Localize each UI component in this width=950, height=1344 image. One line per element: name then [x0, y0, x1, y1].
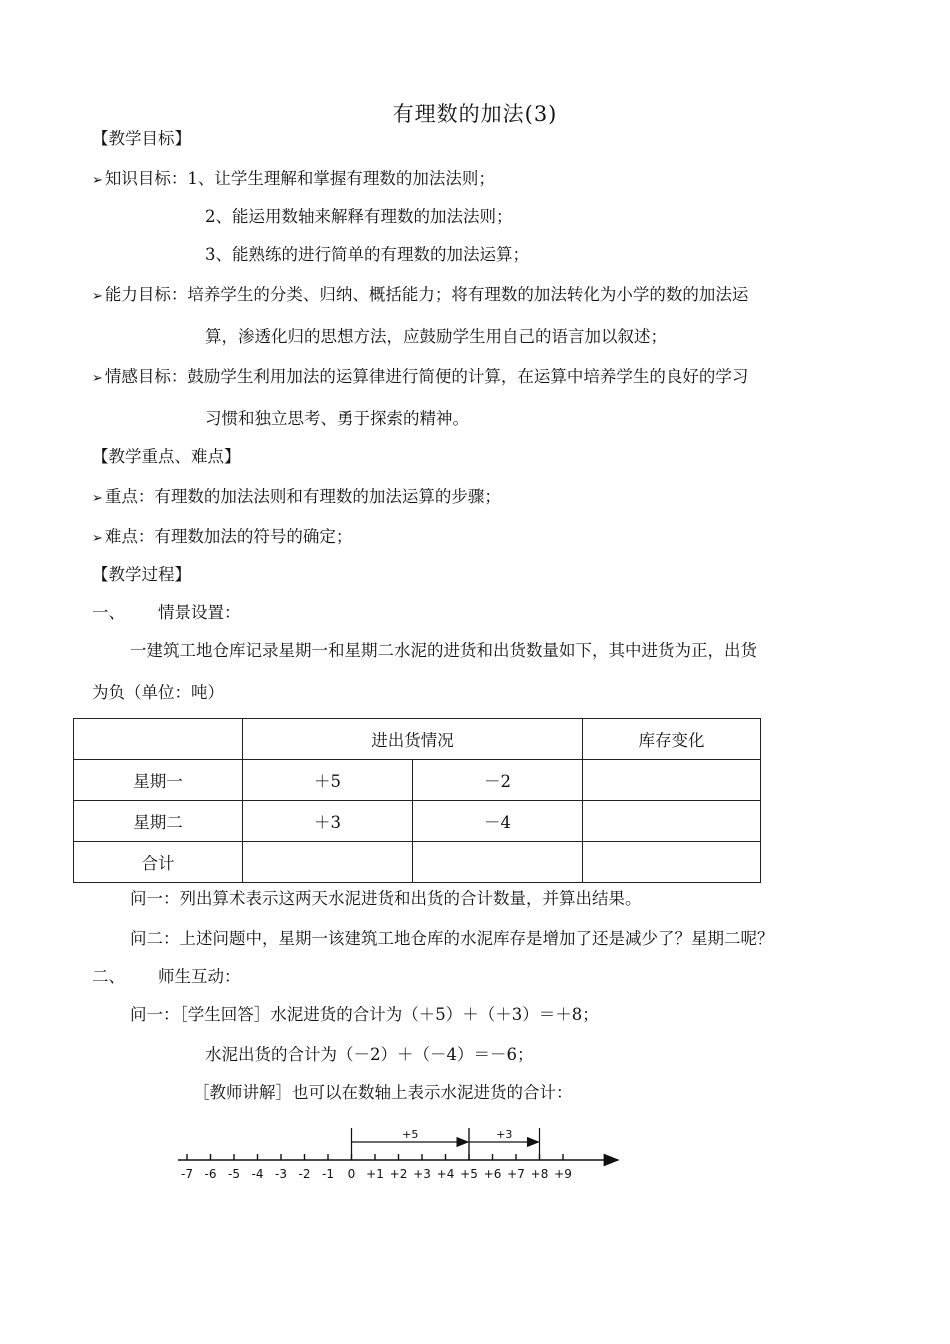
student-answer-2: 水泥出货的合计为（－2）＋（－4）＝－6； — [205, 1045, 534, 1064]
teacher-explanation: ［教师讲解］也可以在数轴上表示水泥进货的合计： — [193, 1083, 573, 1102]
bullet-arrow-icon: ➢ — [92, 531, 103, 546]
knowledge-objective — [92, 168, 495, 192]
bullet-arrow-icon: ➢ — [92, 371, 103, 386]
emotion-objective — [92, 366, 748, 390]
table-cell — [583, 842, 761, 883]
part1-intro-1: 一建筑工地仓库记录星期一和星期二水泥的进货和出货数量如下，其中进货为正，出货 — [130, 641, 757, 660]
table-cell — [413, 842, 583, 883]
table-cell: 星期一 — [74, 760, 243, 801]
table-header-flow: 进出货情况 — [243, 719, 583, 760]
number-line-tick-label: -1 — [322, 1167, 334, 1181]
key-points-header: 【教学重点、难点】 — [92, 447, 241, 466]
question-1: 问一：列出算术表示这两天水泥进货和出货的合计数量，并算出结果。 — [130, 889, 642, 908]
ability-label: 能力目标： — [104, 285, 188, 304]
table-cell — [583, 801, 761, 842]
table-row — [74, 760, 761, 801]
number-line-tick-label: -7 — [181, 1167, 193, 1181]
knowledge-item-1: 1、让学生理解和掌握有理数的加法法则； — [187, 169, 495, 188]
table-cell: 合计 — [74, 842, 243, 883]
focus-point: ➢ 重点：有理数的加法法则和有理数的加法运算的步骤； — [92, 487, 501, 506]
number-line-tick-label: +3 — [413, 1167, 431, 1181]
table-cell: 星期二 — [74, 801, 243, 842]
number-line-tick-label: +9 — [554, 1167, 572, 1181]
part2-number: 二、 — [92, 967, 125, 986]
inventory-table — [73, 718, 761, 883]
table-row — [74, 842, 761, 883]
number-line-tick-label: 0 — [347, 1167, 356, 1181]
knowledge-label: 知识目标： — [104, 169, 188, 188]
table-cell: ＋5 — [243, 760, 413, 801]
number-line-tick-label: +1 — [366, 1167, 384, 1181]
part1-intro-2: 为负（单位：吨） — [92, 683, 224, 702]
number-line-arrow-label: +5 — [402, 1128, 419, 1141]
number-line-tick-label: +5 — [460, 1167, 478, 1181]
student-answer-1: 问一：［学生回答］水泥进货的合计为（＋5）＋（＋3）＝＋8； — [130, 1005, 599, 1024]
process-header: 【教学过程】 — [92, 565, 191, 584]
table-cell: ＋3 — [243, 801, 413, 842]
knowledge-item-3: 3、能熟练的进行简单的有理数的加法运算； — [205, 245, 529, 264]
table-cell: －2 — [413, 760, 583, 801]
table-cell — [583, 760, 761, 801]
number-line-tick-label: +4 — [436, 1167, 455, 1181]
part2-heading: 师生互动： — [158, 967, 241, 986]
bullet-arrow-icon: ➢ — [92, 289, 103, 304]
part1-heading: 情景设置： — [158, 603, 241, 622]
number-line-tick-label: +7 — [507, 1167, 525, 1181]
table-cell — [243, 842, 413, 883]
emotion-text-2: 习惯和独立思考、勇于探索的精神。 — [205, 409, 469, 428]
emotion-label: 情感目标： — [104, 367, 188, 386]
knowledge-item-2: 2、能运用数轴来解释有理数的加法法则； — [205, 207, 513, 226]
number-line-tick-label: -3 — [275, 1167, 287, 1181]
table-cell: －4 — [413, 801, 583, 842]
table-row — [74, 719, 761, 760]
question-2: 问二：上述问题中，星期一该建筑工地仓库的水泥库存是增加了还是减少了？星期二呢？ — [130, 929, 774, 948]
number-line-tick-label: +6 — [483, 1167, 502, 1181]
part1-number: 一、 — [92, 603, 125, 622]
difficulty-point: ➢ 难点：有理数加法的符号的确定； — [92, 527, 353, 546]
ability-text-1: 培养学生的分类、归纳、概括能力；将有理数的加法转化为小学的数的加法运 — [187, 285, 749, 304]
number-line-tick-label: -6 — [204, 1167, 217, 1181]
table-header-change: 库存变化 — [583, 719, 761, 760]
number-line-tick-label: -4 — [251, 1167, 264, 1181]
bullet-arrow-icon: ➢ — [92, 173, 103, 188]
table-row — [74, 801, 761, 842]
bullet-arrow-icon: ➢ — [92, 491, 103, 506]
number-line-arrow-label: +3 — [496, 1128, 513, 1141]
number-line-tick-label: -2 — [298, 1167, 311, 1181]
number-line-tick-label: +8 — [530, 1167, 549, 1181]
page-title: 有理数的加法(3) — [392, 102, 558, 126]
table-cell — [74, 719, 243, 760]
number-line-tick-label: +2 — [389, 1167, 408, 1181]
emotion-text-1: 鼓励学生利用加法的运算律进行简便的计算，在运算中培养学生的良好的学习 — [187, 367, 749, 386]
number-line-tick-label: -5 — [228, 1167, 240, 1181]
objectives-header: 【教学目标】 — [92, 129, 191, 148]
ability-text-2: 算，渗透化归的思想方法，应鼓励学生用自己的语言加以叙述； — [205, 327, 667, 346]
ability-objective — [92, 284, 748, 308]
number-line-diagram — [170, 1118, 630, 1190]
